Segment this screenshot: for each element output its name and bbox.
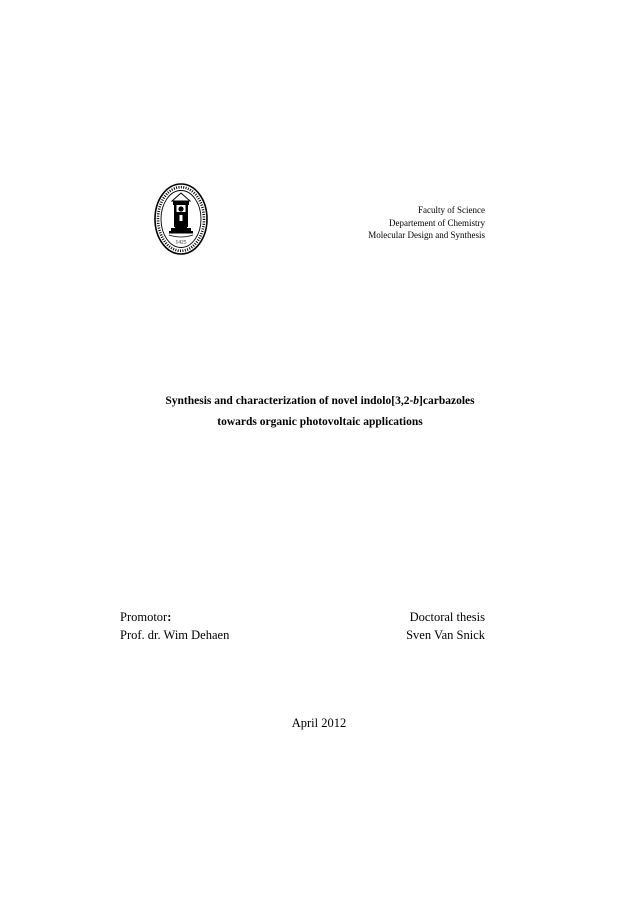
thesis-title-prefix: Synthesis and characterization of novel indolo[3,2- [165, 395, 414, 407]
thesis-type: Doctoral thesis [409, 610, 485, 624]
thesis-title-italic: b [413, 395, 420, 407]
seal-year: 1425 [175, 239, 187, 246]
promotor-block [120, 608, 229, 644]
faculty-name: Faculty of Science [418, 205, 485, 215]
thesis-title-line-1 [120, 391, 520, 412]
thesis-info-block [406, 608, 485, 644]
thesis-date: April 2012 [291, 716, 347, 730]
department-name: Departement of Chemistry [389, 217, 485, 228]
promotor-name: Prof. dr. Wim Dehaen [120, 628, 230, 642]
division-name: Molecular Design and Synthesis [368, 230, 485, 240]
thesis-title-line-2: towards organic photovoltaic applications [217, 416, 423, 428]
promotor-label: Promotor [120, 610, 168, 624]
university-seal-icon [153, 181, 209, 257]
thesis-title-suffix: ]carbazoles [419, 395, 475, 407]
thesis-author: Sven Van Snick [406, 628, 485, 642]
promotor-label-line [120, 608, 229, 626]
promotor-colon: : [167, 610, 172, 624]
thesis-title [120, 391, 520, 433]
faculty-block [368, 204, 485, 242]
